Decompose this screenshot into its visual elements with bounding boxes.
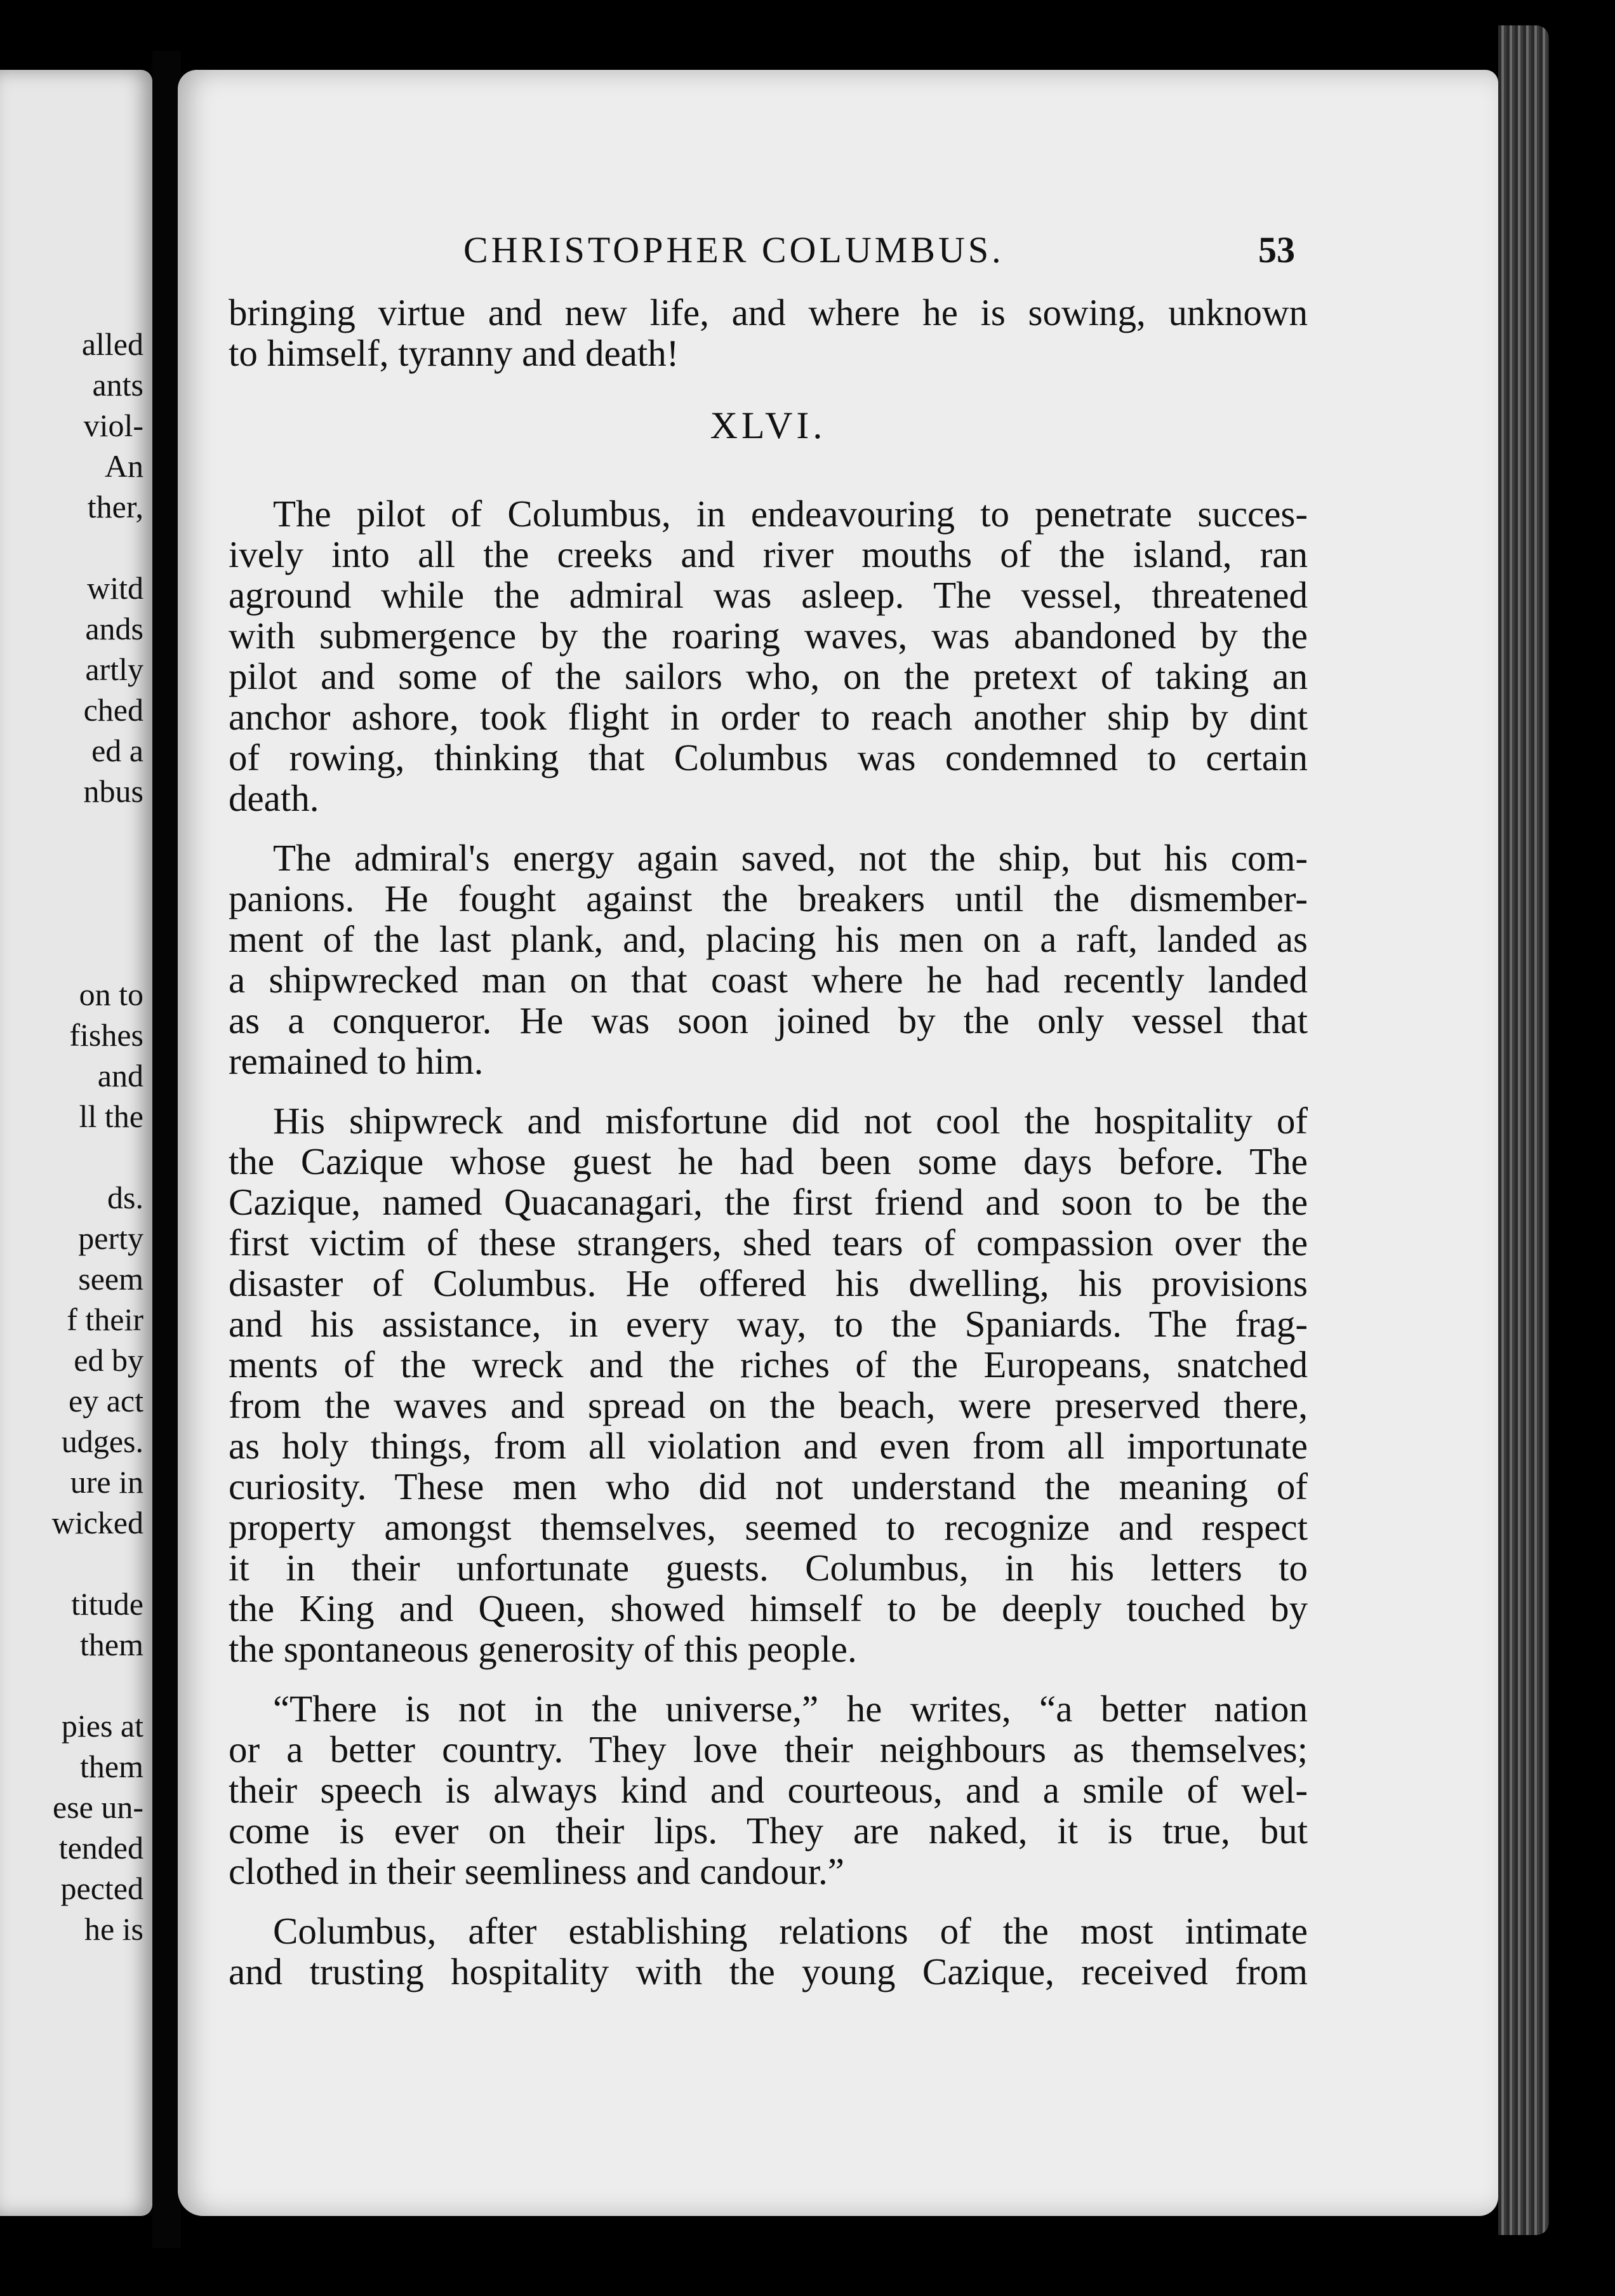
book-gutter (152, 51, 181, 2248)
left-page-line: ed by (74, 1342, 143, 1378)
text-line: come is ever on their lips. They are naked, it is true, but (229, 1810, 1308, 1852)
text-line: aground while the admiral was asleep. The vessel, threatened (229, 574, 1308, 616)
left-page-line: artly (85, 651, 143, 687)
left-page-line: alled (81, 326, 143, 362)
text-line: the King and Queen, showed himself to be deeply touched by (229, 1587, 1308, 1629)
left-page-line (0, 527, 152, 568)
left-facing-page (0, 70, 152, 2216)
text-line: curiosity. These men who did not understand the meaning of (229, 1465, 1308, 1507)
paragraph (229, 838, 1308, 1081)
left-page-line: ands (85, 611, 143, 646)
left-page-line: ey act (69, 1383, 143, 1418)
page-edges (1498, 25, 1549, 2235)
left-page-line (0, 1543, 152, 1584)
left-page-line (0, 933, 152, 974)
left-page-line: ed a (91, 733, 143, 768)
text-line: of rowing, thinking that Columbus was condemned to certain (229, 737, 1308, 778)
section-heading: XLVI. (710, 404, 827, 446)
running-head (229, 216, 1308, 292)
text-line: first victim of these strangers, shed tears of compassion over the (229, 1222, 1308, 1264)
left-page-line: perty (78, 1220, 143, 1256)
text-line: ively into all the creeks and river mouths of the island, ran (229, 533, 1308, 575)
left-page-line: fishes (69, 1017, 143, 1053)
text-line: The pilot of Columbus, in endeavouring to penetrate succes- (273, 493, 1308, 535)
text-line: Cazique, named Quacanagari, the first friend and soon to be the (229, 1181, 1308, 1223)
text-line: as holy things, from all violation and even from all importunate (229, 1425, 1308, 1467)
text-line: disaster of Columbus. He offered his dwelling, his provisions (229, 1262, 1308, 1304)
page-content (229, 216, 1308, 1992)
body-paragraphs (229, 493, 1308, 1992)
paragraph (229, 493, 1308, 818)
left-page-line (0, 811, 152, 852)
text-line: with submergence by the roaring waves, was abandoned by the (229, 615, 1308, 657)
text-line: The admiral's energy again saved, not the ship, but his com- (273, 837, 1308, 879)
left-page-line: tended (58, 1830, 143, 1866)
text-line: ments of the wreck and the riches of the Europeans, snatched (229, 1344, 1308, 1385)
text-line: as a conqueror. He was soon joined by the only vessel that (229, 999, 1308, 1041)
text-line: and trusting hospitality with the young Cazique, received from (229, 1951, 1308, 1992)
text-line: the spontaneous generosity of this people. (229, 1628, 857, 1670)
left-page-line (0, 893, 152, 933)
left-page-line: ese un- (53, 1789, 143, 1825)
text-line: remained to him. (229, 1040, 484, 1082)
text-line: or a better country. They love their neighbours as themselves; (229, 1728, 1308, 1770)
left-page-line: seem (78, 1261, 143, 1297)
text-line: a shipwrecked man on that coast where he had recently landed (229, 959, 1308, 1001)
text-line: it in their unfortunate guests. Columbus, in his letters to (229, 1547, 1308, 1589)
left-page-line (0, 852, 152, 893)
opening-paragraph (229, 292, 1308, 373)
left-page-line: ants (92, 367, 143, 403)
text-line: “There is not in the universe,” he writes, “a better nation (273, 1688, 1308, 1730)
left-page-line: nbus (83, 773, 143, 809)
left-page-line: on to (79, 977, 143, 1012)
page-number: 53 (1258, 229, 1295, 270)
text-line: His shipwreck and misfortune did not cool the hospitality of (273, 1100, 1308, 1142)
text-line: Columbus, after establishing relations of the most intimate (273, 1910, 1308, 1952)
left-page-line: and (97, 1058, 143, 1093)
left-page-line: them (80, 1749, 143, 1784)
left-page-line: ure in (70, 1464, 143, 1500)
left-page-line: witd (87, 570, 143, 606)
left-page-line: f their (67, 1302, 143, 1337)
text-line: their speech is always kind and courteous, and a smile of wel- (229, 1769, 1308, 1811)
text-line: pilot and some of the sailors who, on the pretext of taking an (229, 655, 1308, 697)
left-page-line: wicked (51, 1505, 143, 1540)
text-line: and his assistance, in every way, to the Spaniards. The frag- (229, 1303, 1308, 1345)
text-line: panions. He fought against the breakers until the dismember- (229, 878, 1308, 919)
paragraph (229, 1100, 1308, 1669)
left-page-line: viol- (83, 408, 143, 443)
paragraph (229, 1911, 1308, 1992)
left-page-line: An (104, 448, 143, 484)
left-page-line: pies at (61, 1708, 143, 1744)
left-page-line: pected (60, 1871, 143, 1906)
text-line: property amongst themselves, seemed to recognize and respect (229, 1506, 1308, 1548)
text-line: anchor ashore, took flight in order to reach another ship by dint (229, 696, 1308, 738)
left-page-line: titude (71, 1586, 143, 1622)
text-line: death. (229, 777, 319, 819)
left-page-line: ther, (87, 489, 143, 524)
text-line: clothed in their seemliness and candour.” (229, 1850, 844, 1892)
left-page-line (0, 1137, 152, 1177)
text-line: from the waves and spread on the beach, were preserved there, (229, 1384, 1308, 1426)
text-line: the Cazique whose guest he had been some days before. The (229, 1140, 1308, 1182)
left-page-line: he is (84, 1911, 143, 1947)
text-line: to himself, tyranny and death! (229, 332, 679, 374)
left-page-line: ds. (107, 1180, 143, 1215)
left-page-line: them (80, 1627, 143, 1662)
left-page-line: udges. (61, 1424, 143, 1459)
left-page-text (0, 324, 152, 1949)
left-page-line (0, 1665, 152, 1705)
paragraph (229, 1688, 1308, 1892)
left-page-line: ched (83, 692, 143, 728)
running-title: CHRISTOPHER COLUMBUS. (463, 229, 1004, 270)
left-page-line: ll the (79, 1098, 143, 1134)
text-line: ment of the last plank, and, placing his men on a raft, landed as (229, 918, 1308, 960)
text-line: bringing virtue and new life, and where he is sowing, unknown (229, 291, 1308, 333)
